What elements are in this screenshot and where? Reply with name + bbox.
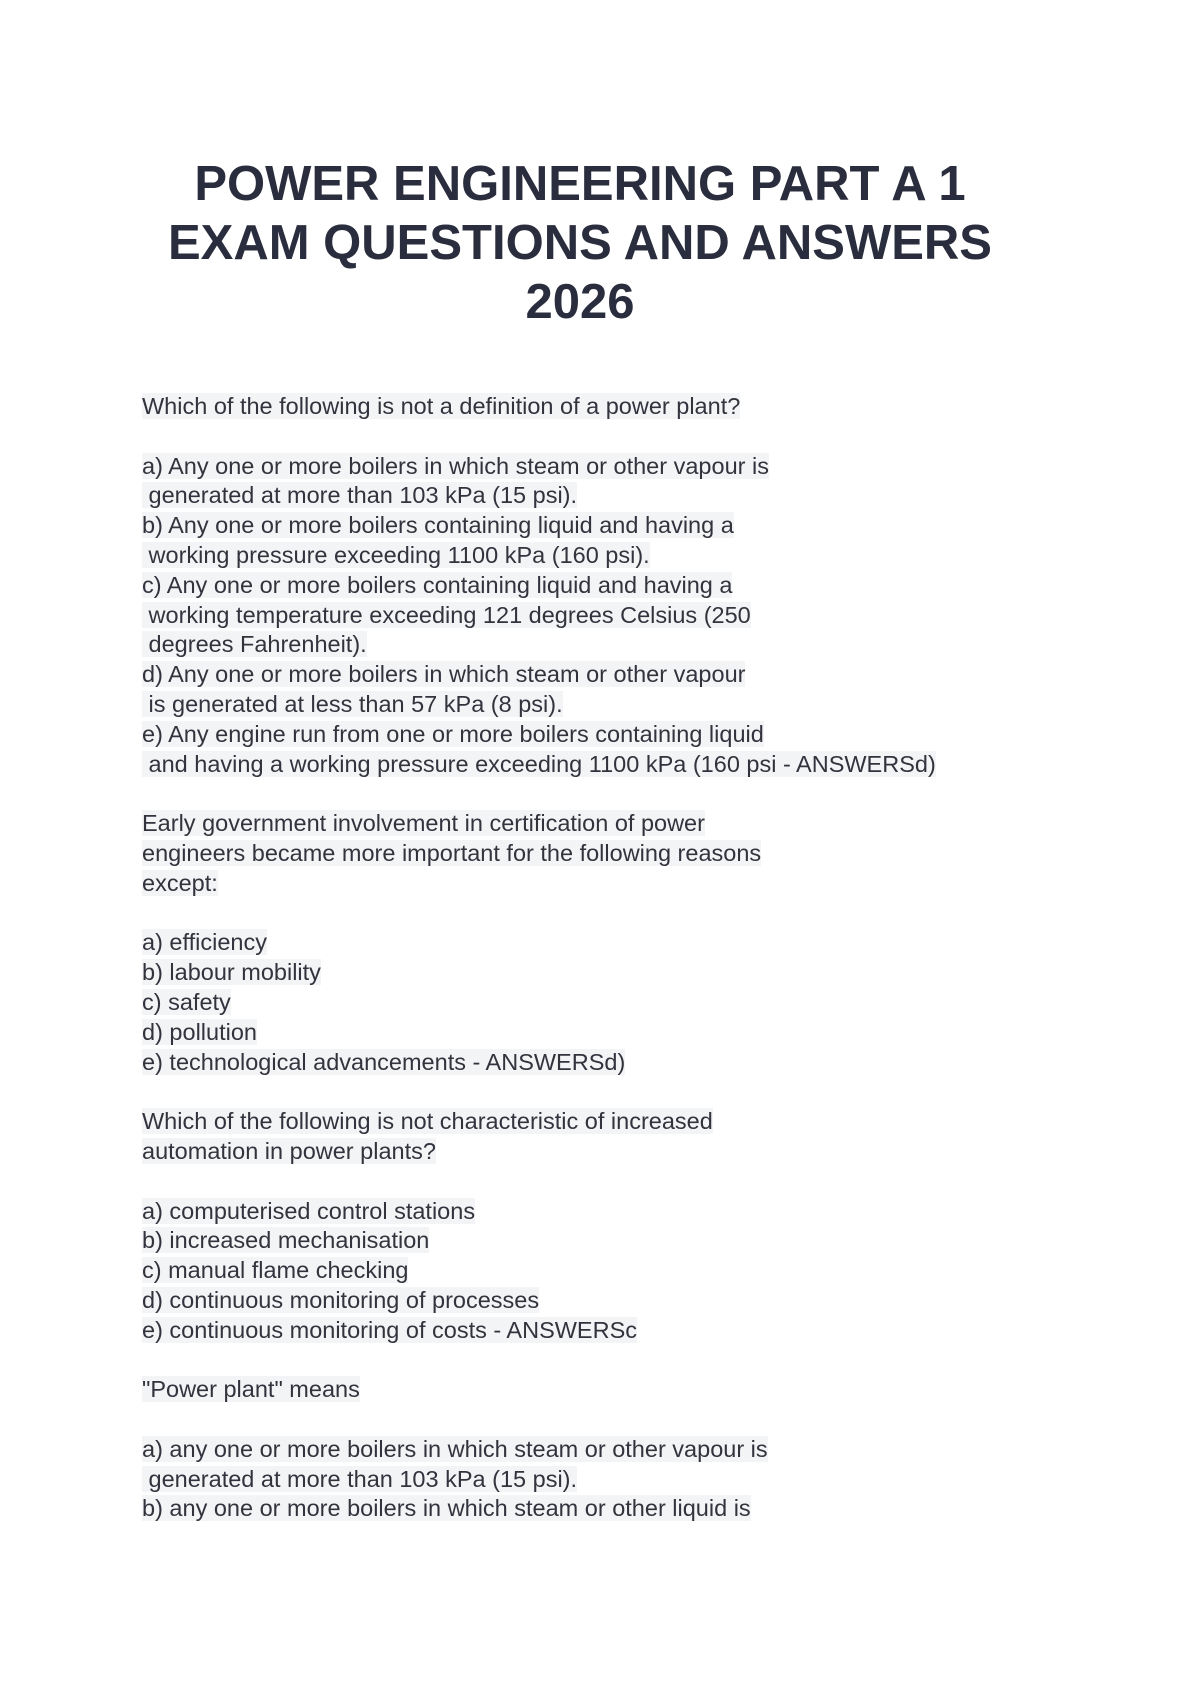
option-line: b) increased mechanisation (142, 1227, 430, 1254)
option-line: working temperature exceeding 121 degrees Celsius (250 (142, 601, 751, 628)
option-line: is generated at less than 57 kPa (8 psi). (142, 690, 563, 717)
question-block (142, 392, 1042, 809)
option-line: a) computerised control stations (142, 1197, 476, 1224)
question-text: automation in power plants? (142, 1137, 436, 1164)
question-block (142, 809, 1042, 1107)
title-line: 2026 (525, 275, 635, 329)
question-text: Which of the following is not a definition of a power plant? (142, 393, 741, 419)
option-line: d) continuous monitoring of processes (142, 1286, 540, 1313)
document-title (150, 155, 1010, 332)
option-line: generated at more than 103 kPa (15 psi). (142, 1465, 578, 1492)
question-text: Which of the following is not characteristic of increased (142, 1108, 713, 1135)
title-line: POWER ENGINEERING PART A 1 (194, 157, 966, 211)
option-line-answer: and having a working pressure exceeding 1100 kPa (160 psi - ANSWERSd) (142, 750, 936, 777)
document-body (142, 392, 1042, 1524)
option-line: d) pollution (142, 1018, 257, 1045)
title-line: EXAM QUESTIONS AND ANSWERS (168, 216, 992, 270)
option-line: e) Any engine run from one or more boilers containing liquid (142, 720, 764, 747)
option-line: d) Any one or more boilers in which steam or other vapour (142, 661, 746, 688)
option-line: degrees Fahrenheit). (142, 631, 367, 658)
option-line-answer: e) continuous monitoring of costs - ANSWERSc (142, 1316, 638, 1343)
question-text: Early government involvement in certification of power (142, 810, 705, 837)
option-line: b) labour mobility (142, 959, 321, 986)
question-text: "Power plant" means (142, 1376, 360, 1403)
question-text: engineers became more important for the following reasons (142, 839, 762, 866)
option-line: a) efficiency (142, 929, 267, 956)
option-line: a) any one or more boilers in which steam or other vapour is (142, 1435, 768, 1462)
option-line: c) safety (142, 988, 231, 1015)
option-line: c) manual flame checking (142, 1257, 409, 1284)
option-line: b) any one or more boilers in which steam or other liquid is (142, 1495, 751, 1522)
question-block (142, 1107, 1042, 1375)
option-line: c) Any one or more boilers containing liquid and having a (142, 571, 733, 598)
option-line: a) Any one or more boilers in which steam or other vapour is (142, 452, 769, 479)
option-line: generated at more than 103 kPa (15 psi). (142, 482, 578, 509)
option-line: working pressure exceeding 1100 kPa (160 psi). (142, 541, 650, 568)
question-block (142, 1375, 1042, 1524)
question-text: except: (142, 869, 218, 896)
option-line: b) Any one or more boilers containing liquid and having a (142, 512, 734, 539)
option-line-answer: e) technological advancements - ANSWERSd) (142, 1048, 626, 1075)
